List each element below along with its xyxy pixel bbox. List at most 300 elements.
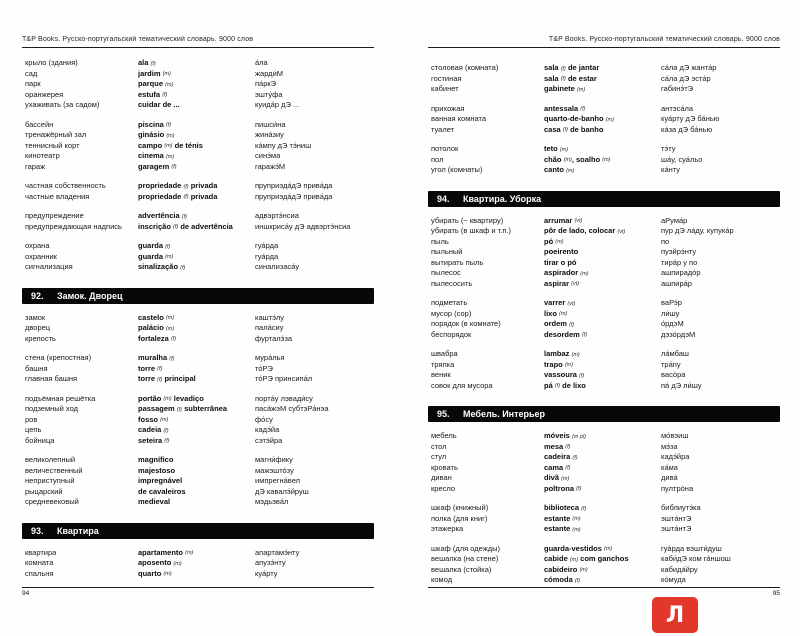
dict-row <box>431 84 780 95</box>
portuguese-term: quarto (m) <box>138 568 172 578</box>
dict-row <box>25 569 374 580</box>
dict-row <box>25 181 374 192</box>
portuguese-term: estante (m) <box>544 513 581 523</box>
dict-row <box>431 349 780 360</box>
russian-term: замок <box>25 312 46 322</box>
portuguese-term: torre (f) principal <box>138 374 196 383</box>
portuguese-term: vassoura (f) <box>544 370 585 379</box>
portuguese-term: fosso (m) <box>138 414 169 424</box>
dict-row <box>431 484 780 495</box>
portuguese-term: varrer (vt) <box>544 298 576 307</box>
page-number: 94 <box>22 590 30 597</box>
dict-row <box>431 330 780 341</box>
dict-row <box>431 165 780 176</box>
transcription: фурталэ́за <box>255 333 293 343</box>
dict-row <box>431 442 780 453</box>
portuguese-term: lambaz (m) <box>544 349 580 358</box>
dict-row <box>431 237 780 248</box>
transcription: куида́р дЭ ... <box>255 100 300 109</box>
dict-row <box>431 575 780 586</box>
portuguese-term: apartamento (m) <box>138 547 194 557</box>
portuguese-term: casa (f) de banho <box>544 124 604 134</box>
page-footer <box>428 587 780 598</box>
portuguese-term: campo (m) de ténis <box>138 140 203 150</box>
page-right <box>428 36 780 595</box>
dict-row <box>25 497 374 508</box>
russian-term: подметать <box>431 298 468 307</box>
portuguese-term: cuidar de ... <box>138 100 180 109</box>
russian-term: цепь <box>25 425 42 434</box>
section-number: 93. <box>31 525 44 536</box>
dict-row <box>431 125 780 136</box>
russian-term: пылесос <box>431 268 461 277</box>
russian-term: гараж <box>25 161 46 171</box>
dict-row <box>25 222 374 233</box>
dict-row <box>431 524 780 535</box>
transcription: гаражэ́М <box>255 161 286 171</box>
portuguese-term: guarda (m) <box>138 251 174 261</box>
russian-term: вытирать пыль <box>431 257 484 267</box>
transcription: куа́рту <box>255 568 278 578</box>
transcription: мэдьэва́л <box>255 497 289 506</box>
russian-term: угол (комнаты) <box>431 165 483 174</box>
dict-row <box>25 192 374 203</box>
dict-row <box>25 476 374 487</box>
dict-row <box>431 370 780 381</box>
russian-term: стул <box>431 452 447 461</box>
section-header <box>428 406 780 422</box>
transcription: синэ́ма <box>255 151 281 160</box>
russian-term: квартира <box>25 547 57 557</box>
russian-term: пыль <box>431 236 449 246</box>
dict-row <box>431 473 780 484</box>
portuguese-term: tirar o pó <box>544 257 577 267</box>
dict-row <box>431 279 780 290</box>
dict-row <box>431 503 780 514</box>
dict-row <box>25 466 374 477</box>
portuguese-term: cabideiro (m) <box>544 564 588 574</box>
russian-term: столовая (комната) <box>431 63 499 72</box>
portuguese-term: aspirar (vt) <box>544 278 580 288</box>
portuguese-term: parque (m) <box>138 79 174 88</box>
russian-term: подъёмная решётка <box>25 393 96 403</box>
entry-group <box>431 63 780 95</box>
transcription: мура́лья <box>255 353 285 362</box>
dict-row <box>431 544 780 555</box>
russian-term: спальня <box>25 568 54 578</box>
russian-term: рыцарский <box>25 486 63 496</box>
entry-group <box>431 216 780 290</box>
dict-row <box>431 514 780 525</box>
portuguese-term: cabide (m) com ganchos <box>544 554 629 563</box>
russian-term: величественный <box>25 465 83 475</box>
russian-term: дворец <box>25 323 51 332</box>
dict-row <box>431 360 780 371</box>
transcription: ашпира́р <box>661 278 692 288</box>
page-body <box>22 58 374 579</box>
dict-row <box>25 548 374 559</box>
russian-term: гостиная <box>431 73 462 83</box>
russian-term: потолок <box>431 144 459 153</box>
portuguese-term: medieval <box>138 497 171 506</box>
russian-term: убирать (~ квартиру) <box>431 215 504 225</box>
entry-group <box>25 455 374 508</box>
dict-row <box>431 309 780 320</box>
dict-row <box>25 558 374 569</box>
transcription: ка́нту <box>661 165 681 174</box>
dict-row <box>431 463 780 474</box>
entry-group <box>25 394 374 447</box>
transcription: па́ дЭ ли́шу <box>661 380 702 390</box>
transcription: жарди́М <box>255 68 284 78</box>
dict-row <box>25 415 374 426</box>
russian-term: бассейн <box>25 119 54 129</box>
russian-term: ров <box>25 414 38 424</box>
transcription: па́ркЭ <box>255 79 277 88</box>
russian-term: комод <box>431 575 453 584</box>
transcription: адвэртэ́нсиа <box>255 211 299 220</box>
transcription: о́рдэМ <box>661 319 684 328</box>
dict-row <box>25 58 374 69</box>
portuguese-term: cadeira (f) <box>544 452 578 461</box>
transcription: пруприэда́дЭ прива́да <box>255 181 333 190</box>
transcription: пруприэда́дЭ прива́да <box>255 191 333 201</box>
portuguese-term: cinema (m) <box>138 151 175 160</box>
russian-term: частная собственность <box>25 181 106 190</box>
labirint-logo: Л <box>652 597 698 633</box>
russian-term: шкаф (для одежды) <box>431 543 501 553</box>
portuguese-term: móveis (m pl) <box>544 431 586 440</box>
section-header <box>22 523 374 539</box>
dict-row <box>25 90 374 101</box>
russian-term: кабинет <box>431 84 459 93</box>
portuguese-term: chão (m), soalho (m) <box>544 154 611 164</box>
portuguese-term: cadeia (f) <box>138 425 169 434</box>
transcription: паса́жэМ субтэРа́нэа <box>255 404 329 413</box>
entry-group <box>25 211 374 232</box>
portuguese-term: canto (m) <box>544 165 575 174</box>
portuguese-term: seteira (f) <box>138 435 170 445</box>
dict-row <box>25 353 374 364</box>
entry-group <box>431 431 780 494</box>
dict-row <box>431 144 780 155</box>
portuguese-term: quarto-de-banho (m) <box>544 114 614 123</box>
russian-term: кресло <box>431 483 456 493</box>
portuguese-term: trapo (m) <box>544 359 574 369</box>
portuguese-term: jardim (m) <box>138 68 171 78</box>
entry-group <box>431 544 780 586</box>
page-body <box>428 63 780 586</box>
portuguese-term: piscina (f) <box>138 119 172 129</box>
transcription: то́РЭ принсипа́л <box>255 374 313 383</box>
portuguese-term: arrumar (vt) <box>544 215 583 225</box>
entry-group <box>431 298 780 340</box>
dict-row <box>25 323 374 334</box>
russian-term: пол <box>431 154 444 164</box>
transcription: пур дЭ ла́ду, купука́р <box>661 226 734 235</box>
portuguese-term: de cavaleiros <box>138 486 186 496</box>
dict-row <box>431 565 780 576</box>
transcription: ко́муда <box>661 575 686 584</box>
russian-term: тряпка <box>431 359 455 369</box>
russian-term: диван <box>431 473 452 482</box>
portuguese-term: biblioteca (f) <box>544 503 587 512</box>
portuguese-term: propriedade (f) privada <box>138 181 218 190</box>
transcription: ла́мбаш <box>661 349 689 358</box>
transcription: ка́ма <box>661 462 678 472</box>
section-number: 94. <box>437 193 450 204</box>
transcription: гуа́рда <box>255 251 279 261</box>
russian-term: оранжерея <box>25 89 64 99</box>
dict-row <box>25 162 374 173</box>
footer-rule <box>22 587 374 588</box>
russian-term: этажерка <box>431 524 464 533</box>
transcription: куа́рту дЭ ба́нью <box>661 114 720 123</box>
dict-row <box>431 319 780 330</box>
portuguese-term: desordem (f) <box>544 329 588 339</box>
transcription: са́ла дЭ жанта́р <box>661 63 717 72</box>
transcription: ли́шу <box>661 308 680 318</box>
russian-term: беспорядок <box>431 329 472 339</box>
dict-row <box>431 381 780 392</box>
running-head: T&P Books. Русско-португальский тематический словарь. 9000 слов <box>22 36 254 43</box>
transcription: жина́зиу <box>255 130 284 139</box>
transcription: пуэйрэ́нту <box>661 247 697 256</box>
portuguese-term: mesa (f) <box>544 441 571 451</box>
transcription: дЭ кавалэ́йруш <box>255 486 309 496</box>
dict-row <box>431 74 780 85</box>
russian-term: ухаживать (за садом) <box>25 100 100 109</box>
entry-group <box>25 181 374 202</box>
portuguese-term: estufa (f) <box>138 89 168 99</box>
portuguese-term: pá (f) de lixo <box>544 380 586 390</box>
portuguese-term: castelo (m) <box>138 312 175 322</box>
dict-row <box>431 155 780 166</box>
transcription: пала́сиу <box>255 323 284 332</box>
dict-row <box>431 63 780 74</box>
russian-term: бойница <box>25 435 55 445</box>
russian-term: крыло (здания) <box>25 58 78 67</box>
russian-term: сигнализация <box>25 262 73 271</box>
transcription: гуа́рда вэшти́душ <box>661 543 722 553</box>
transcription: ка́мпу дЭ тэ́ниш <box>255 140 312 150</box>
russian-term: вешалка (стойка) <box>431 564 492 574</box>
russian-term: прихожая <box>431 103 465 113</box>
portuguese-term: aspirador (m) <box>544 268 589 277</box>
russian-term: убирать (в шкаф и т.п.) <box>431 226 511 235</box>
dict-row <box>431 104 780 115</box>
russian-term: кинотеатр <box>25 151 60 160</box>
russian-term: башня <box>25 363 48 373</box>
page-footer <box>22 587 374 598</box>
transcription: фо́су <box>255 414 273 424</box>
dict-row <box>431 268 780 279</box>
russian-term: ванная комната <box>431 114 487 123</box>
entry-group <box>431 104 780 136</box>
portuguese-term: propriedade (f) privada <box>138 191 218 201</box>
transcription: антэса́ла <box>661 103 694 113</box>
dict-row <box>25 79 374 90</box>
portuguese-term: sinalização (f) <box>138 262 186 271</box>
header-rule <box>22 47 374 48</box>
russian-term: тренажёрный зал <box>25 130 87 139</box>
russian-term: неприступный <box>25 476 75 485</box>
transcription: тра́пу <box>661 359 681 369</box>
portuguese-term: majestoso <box>138 465 176 475</box>
footer-rule <box>428 587 780 588</box>
entry-group <box>25 313 374 345</box>
transcription: то́РЭ <box>255 363 273 373</box>
russian-term: крепость <box>25 333 56 343</box>
portuguese-term: poltrona (f) <box>544 483 582 493</box>
transcription: кадэ́йа <box>255 425 280 434</box>
dict-row <box>25 364 374 375</box>
transcription: кадэ́йра <box>661 452 690 461</box>
transcription: магни́фику <box>255 455 293 464</box>
dict-row <box>25 100 374 111</box>
entry-group <box>25 548 374 580</box>
russian-term: веник <box>431 370 451 379</box>
portuguese-term: aposento (m) <box>138 558 182 567</box>
entry-group <box>25 120 374 173</box>
transcription: мажэшто́зу <box>255 465 294 475</box>
portuguese-term: cama (f) <box>544 462 571 472</box>
dict-row <box>431 114 780 125</box>
transcription: ка́за дЭ ба́нью <box>661 124 713 134</box>
russian-term: пыльный <box>431 247 463 256</box>
dict-row <box>25 262 374 273</box>
portuguese-term: torre (f) <box>138 363 163 373</box>
transcription: тира́р у по <box>661 257 698 267</box>
section-title: Мебель. Интерьер <box>463 409 546 419</box>
dict-row <box>25 404 374 415</box>
transcription: синализаса́у <box>255 262 300 271</box>
transcription: а́ла <box>255 58 268 67</box>
transcription: тэ́ту <box>661 144 676 153</box>
section-title: Замок. Дворец <box>57 290 123 301</box>
running-head: T&P Books. Русско-португальский тематический словарь. 9000 слов <box>548 36 780 43</box>
dict-row <box>25 141 374 152</box>
dict-row <box>431 226 780 237</box>
portuguese-term: ordem (f) <box>544 319 575 328</box>
transcription: дэзо́рдэМ <box>661 329 696 339</box>
dict-row <box>25 120 374 131</box>
transcription: апузэ́нту <box>255 558 286 567</box>
dict-row <box>25 374 374 385</box>
section-number: 95. <box>437 409 450 419</box>
transcription: эшту́фа <box>255 89 283 99</box>
dict-row <box>25 313 374 324</box>
portuguese-term: ala (f) <box>138 58 156 67</box>
russian-term: туалет <box>431 124 455 134</box>
transcription: апартамэ́нту <box>255 547 300 557</box>
portuguese-term: antessala (f) <box>544 103 586 113</box>
page-left <box>22 36 374 597</box>
entry-group <box>431 349 780 391</box>
dict-row <box>25 334 374 345</box>
dict-row <box>431 247 780 258</box>
portuguese-term: sala (f) de estar <box>544 73 597 83</box>
russian-term: предупреждающая надпись <box>25 221 122 231</box>
russian-term: парк <box>25 79 41 88</box>
transcription: аРума́р <box>661 215 688 225</box>
russian-term: мусор (сор) <box>431 308 472 318</box>
russian-term: стена (крепостная) <box>25 353 92 362</box>
transcription: гуа́рда <box>255 241 279 250</box>
portuguese-term: portão (m) levadiço <box>138 393 204 403</box>
portuguese-term: pó (m) <box>544 236 564 246</box>
portuguese-term: divã (m) <box>544 473 570 482</box>
transcription: пултро́на <box>661 483 694 493</box>
portuguese-term: garagem (f) <box>138 161 177 171</box>
transcription: каби́дЭ ком га́ншош <box>661 554 731 563</box>
russian-term: комната <box>25 558 54 567</box>
transcription: эшта́нтЭ <box>661 513 692 523</box>
section-header <box>428 191 780 207</box>
russian-term: мебель <box>431 431 457 440</box>
transcription: сэтэ́йра <box>255 435 283 445</box>
section-title: Квартира <box>57 525 99 536</box>
russian-term: великолепный <box>25 455 76 464</box>
entry-group <box>431 144 780 176</box>
russian-term: полка (для книг) <box>431 513 488 523</box>
entry-group <box>431 503 780 535</box>
portuguese-term: poeirento <box>544 247 579 256</box>
dict-row <box>431 258 780 269</box>
transcription: габинэ́тЭ <box>661 84 694 93</box>
portuguese-term: inscrição (f) de advertência <box>138 221 233 231</box>
russian-term: кровать <box>431 462 458 472</box>
russian-term: охранник <box>25 251 57 261</box>
portuguese-term: fortaleza (f) <box>138 333 177 343</box>
header-rule <box>428 47 780 48</box>
portuguese-term: guarda (f) <box>138 241 171 250</box>
transcription: библиутэ́ка <box>661 503 701 512</box>
dict-row <box>25 69 374 80</box>
transcription: иншкриса́у дЭ адвэртэ́нсиа <box>255 221 351 231</box>
section-number: 92. <box>31 290 44 301</box>
dict-row <box>25 455 374 466</box>
dict-row <box>25 151 374 162</box>
transcription: мо́вэиш <box>661 431 689 440</box>
portuguese-term: ginásio (m) <box>138 130 175 139</box>
portuguese-term: palácio (m) <box>138 323 175 332</box>
dict-row <box>25 130 374 141</box>
portuguese-term: sala (f) de jantar <box>544 63 600 72</box>
russian-term: шкаф (книжный) <box>431 503 489 512</box>
portuguese-term: passagem (f) subterrânea <box>138 404 228 413</box>
portuguese-term: advertência (f) <box>138 211 187 220</box>
dict-row <box>25 394 374 405</box>
portuguese-term: teto (m) <box>544 144 569 153</box>
transcription: ашпирадо́р <box>661 268 701 277</box>
russian-term: вешалка (на стене) <box>431 554 499 563</box>
transcription: са́ла дЭ эста́р <box>661 73 711 83</box>
dict-row <box>431 431 780 442</box>
russian-term: средневековый <box>25 497 79 506</box>
russian-term: предупреждение <box>25 211 84 220</box>
transcription: ша́у, суа́льо <box>661 154 703 164</box>
transcription: порта́у лэвади́су <box>255 393 313 403</box>
russian-term: частные владения <box>25 191 90 201</box>
entry-group <box>25 58 374 111</box>
transcription: ваРэ́р <box>661 298 682 307</box>
transcription: импрегна́вел <box>255 476 300 485</box>
dict-row <box>25 436 374 447</box>
transcription: васо́ра <box>661 370 686 379</box>
russian-term: главная башня <box>25 374 78 383</box>
russian-term: теннисный корт <box>25 140 80 150</box>
